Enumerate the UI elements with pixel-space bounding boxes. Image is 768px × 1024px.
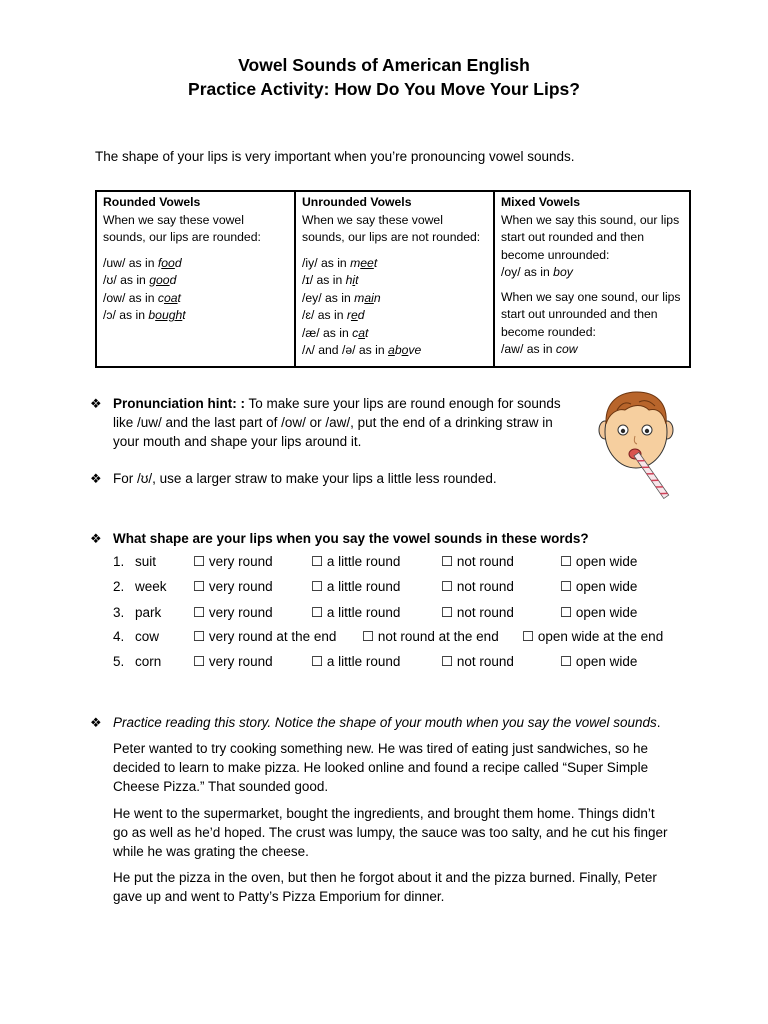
- option-checkbox[interactable]: ☐ open wide: [560, 605, 638, 620]
- rounded-heading: Rounded Vowels: [103, 195, 201, 209]
- rounded-item: /ʊ/ as in good: [103, 273, 177, 287]
- row-word: cow: [135, 629, 160, 644]
- lip-shape-question: [90, 529, 710, 548]
- mixed-p2-line: become rounded:: [501, 324, 596, 339]
- option-checkbox[interactable]: ☐ open wide: [560, 654, 638, 669]
- option-checkbox[interactable]: ☐ open wide: [560, 554, 638, 569]
- story-intro: ❖ Practice reading this story. Notice the shape of your mouth when you say the vowel sounds.: [90, 715, 661, 730]
- unrounded-item: /ɛ/ as in red: [302, 308, 365, 322]
- bullet-icon: ❖: [90, 471, 102, 486]
- mixed-example-cow: /aw/ as in cow: [501, 342, 578, 356]
- rounded-desc-2: sounds, our lips are rounded:: [103, 230, 261, 244]
- rounded-item: /uw/ as in food: [103, 255, 182, 270]
- option-checkbox[interactable]: ☐ not round at the end: [362, 629, 499, 644]
- page-title: Vowel Sounds of American English: [238, 55, 530, 75]
- vowel-table: [95, 190, 691, 368]
- mixed-p2-line: start out unrounded and then: [501, 307, 658, 321]
- rounded-item: /ɔ/ as in bought: [103, 308, 186, 322]
- page-subtitle: Practice Activity: How Do You Move Your Lips?: [188, 79, 580, 99]
- question-row: [113, 654, 713, 674]
- story-intro-text: Practice reading this story. Notice the shape of your mouth when you say the vowel sounds: [113, 715, 657, 730]
- mixed-p1-line: When we say this sound, our lips: [501, 212, 680, 227]
- option-checkbox[interactable]: ☐ not round: [441, 605, 514, 620]
- option-checkbox[interactable]: ☐ very round: [193, 554, 273, 569]
- row-number: 2.: [113, 579, 125, 594]
- row-word: suit: [135, 554, 157, 569]
- story-paragraph-1: Peter wanted to try cooking something new. He was tired of eating just sandwiches, so he decided to learn to make pizza. He looked online and found a recipe called “Super Simple Cheese Pizza.” That sounded good.: [113, 741, 649, 794]
- unrounded-vowels-cell: [295, 191, 494, 367]
- unrounded-desc-2: sounds, our lips are not rounded:: [302, 230, 481, 244]
- unrounded-item: /ey/ as in main: [302, 290, 381, 305]
- row-number: 3.: [113, 605, 125, 620]
- straw-hint-text: For /ʊ/, use a larger straw to make your lips a little less rounded.: [113, 471, 497, 486]
- intro-text: The shape of your lips is very important when you’re pronouncing vowel sounds.: [95, 149, 575, 164]
- unrounded-item: /æ/ as in cat: [302, 325, 369, 340]
- row-number: 4.: [113, 629, 125, 644]
- bullet-icon: ❖: [90, 531, 102, 546]
- straw-hint: [90, 469, 590, 488]
- option-checkbox[interactable]: ☐ not round: [441, 654, 514, 669]
- story-paragraph-2: He went to the supermarket, bought the ingredients, and brought them home. Things didn’t go as well as he’d hoped. The crust was lumpy, the sauce was too salty, and he cut his finger while he was grating the cheese.: [113, 806, 668, 859]
- option-checkbox[interactable]: ☐ a little round: [311, 554, 401, 569]
- hint-line-1: To make sure your lips are round enough for sounds: [244, 396, 561, 411]
- question-row: [113, 579, 713, 599]
- row-word: corn: [135, 654, 162, 669]
- row-number: 5.: [113, 654, 125, 669]
- mixed-p1-line: become unrounded:: [501, 247, 610, 262]
- pronunciation-hint: [90, 394, 590, 451]
- option-checkbox[interactable]: ☐ very round: [193, 654, 273, 669]
- row-word: week: [135, 579, 167, 594]
- story-paragraph-3: He put the pizza in the oven, but then he forgot about it and the pizza burned. Finally, Peter gave up and went to Patty’s Pizza Emporium for dinner.: [113, 870, 657, 904]
- question-row: [113, 605, 713, 625]
- hint-label: Pronunciation hint: :: [113, 396, 245, 411]
- mixed-p2-line: When we say one sound, our lips: [501, 289, 681, 304]
- rounded-desc-1: When we say these vowel: [103, 212, 244, 227]
- mixed-example-boy: /oy/ as in boy: [501, 265, 573, 279]
- question-row: [113, 554, 713, 574]
- question-text: What shape are your lips when you say the vowel sounds in these words?: [113, 531, 589, 546]
- unrounded-desc-1: When we say these vowel: [302, 212, 443, 227]
- option-checkbox[interactable]: ☐ very round at the end: [193, 629, 337, 644]
- hint-line-3: your mouth and shape your lips around it.: [113, 434, 362, 449]
- option-checkbox[interactable]: ☐ a little round: [311, 605, 401, 620]
- option-checkbox[interactable]: ☐ not round: [441, 579, 514, 594]
- mixed-vowels-cell: [494, 191, 690, 367]
- rounded-item: /ow/ as in coat: [103, 290, 181, 305]
- option-checkbox[interactable]: ☐ not round: [441, 554, 514, 569]
- boy-with-straw-icon: [597, 388, 677, 506]
- option-checkbox[interactable]: ☐ a little round: [311, 579, 401, 594]
- rounded-vowels-cell: [96, 191, 295, 367]
- option-checkbox[interactable]: ☐ open wide: [560, 579, 638, 594]
- row-word: park: [135, 605, 162, 620]
- question-row: [113, 629, 713, 649]
- option-checkbox[interactable]: ☐ a little round: [311, 654, 401, 669]
- row-number: 1.: [113, 554, 125, 569]
- option-checkbox[interactable]: ☐ very round: [193, 579, 273, 594]
- unrounded-heading: Unrounded Vowels: [302, 195, 412, 209]
- unrounded-item: /ɪ/ as in hit: [302, 273, 359, 287]
- mixed-p1-line: start out rounded and then: [501, 230, 644, 244]
- option-checkbox[interactable]: ☐ very round: [193, 605, 273, 620]
- bullet-icon: ❖: [90, 396, 102, 411]
- bullet-icon: ❖: [90, 715, 102, 730]
- hint-line-2: like /uw/ and the last part of /ow/ or /aw/, put the end of a drinking straw in: [113, 415, 553, 430]
- unrounded-item: /ʌ/ and /ə/ as in above: [302, 343, 422, 357]
- unrounded-item: /iy/ as in meet: [302, 255, 378, 270]
- option-checkbox[interactable]: ☐ open wide at the end: [522, 629, 664, 644]
- mixed-heading: Mixed Vowels: [501, 195, 581, 209]
